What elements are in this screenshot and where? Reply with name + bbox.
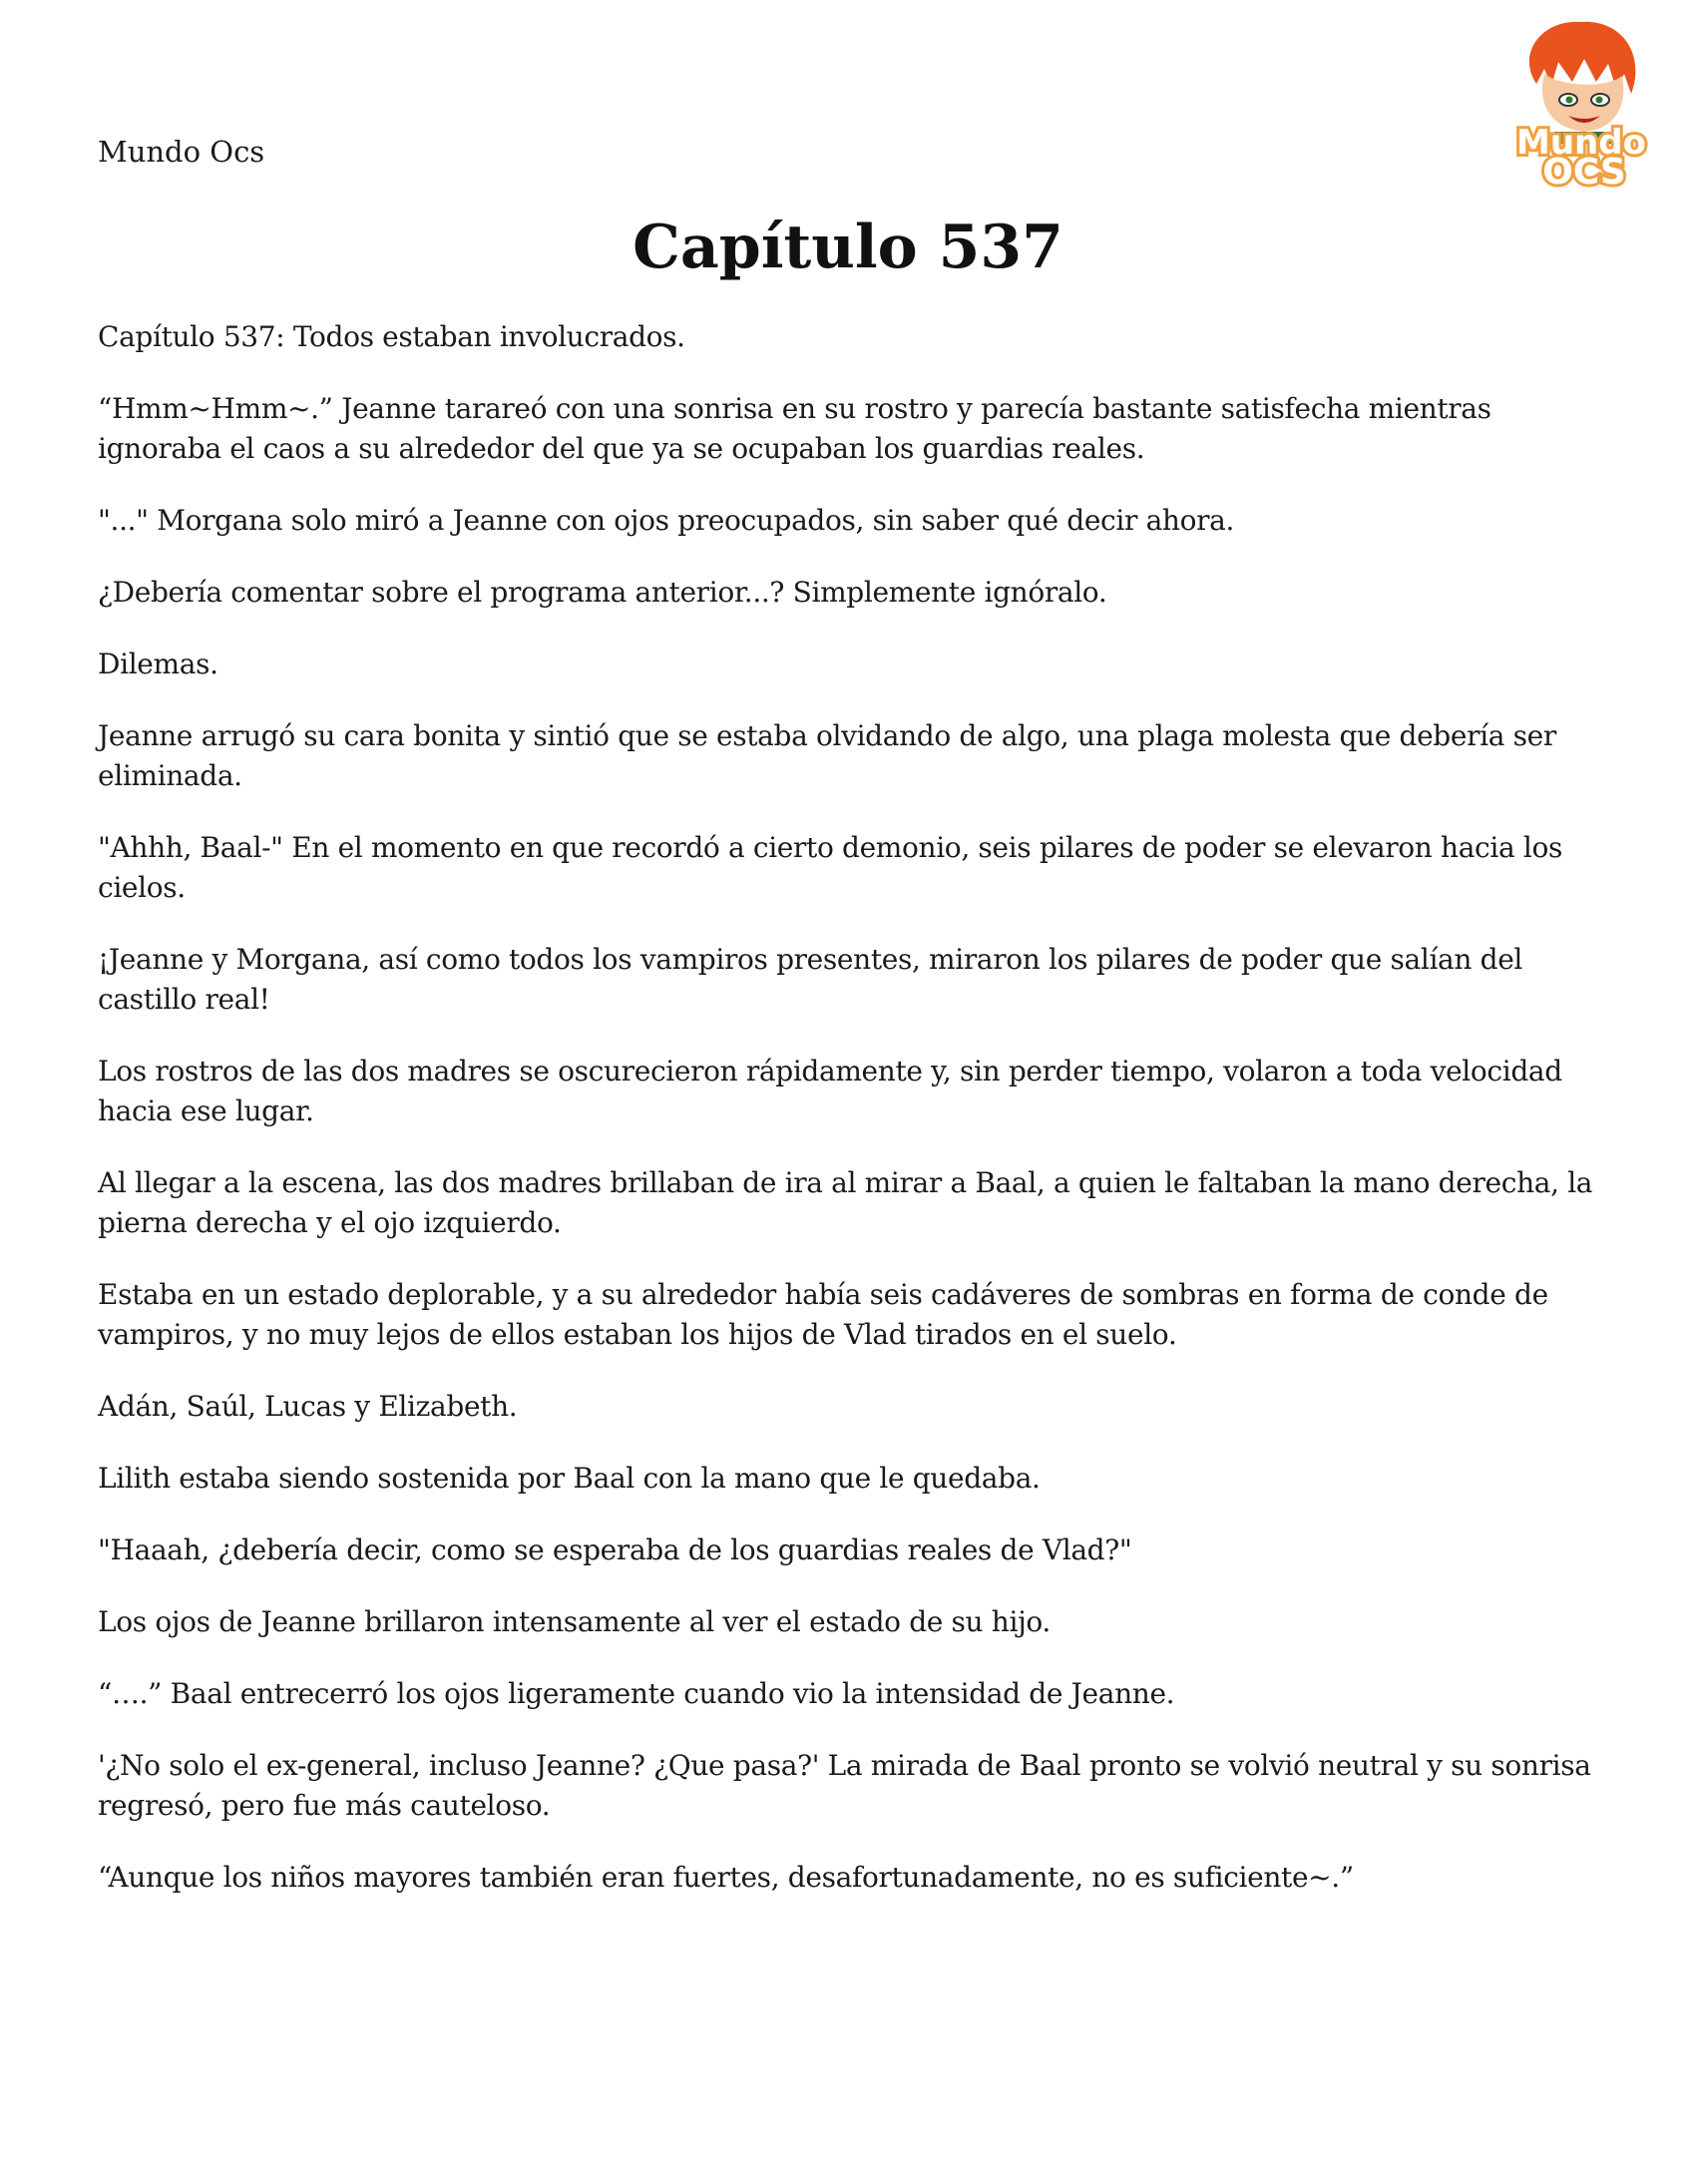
chapter-body [98,317,1614,1930]
paragraph: Estaba en un estado deplorable, y a su alrededor había seis cadáveres de sombras en forma de conde de vampiros, y no muy lejos de ellos estaban los hijos de Vlad tirados en el suelo. [98,1278,1548,1351]
paragraph: ¿Debería comentar sobre el programa anterior...? Simplemente ignóralo. [98,576,1107,609]
logo-text-bottom: OCS [1542,152,1626,189]
paragraph: Al llegar a la escena, las dos madres brillaban de ira al mirar a Baal, a quien le faltaban la mano derecha, la pierna derecha y el ojo izquierdo. [98,1166,1593,1239]
paragraph: "Haaah, ¿debería decir, como se esperaba de los guardias reales de Vlad?" [98,1533,1132,1566]
paragraph: Capítulo 537: Todos estaban involucrados. [98,320,685,353]
paragraph: Jeanne arrugó su cara bonita y sintió que se estaba olvidando de algo, una plaga molesta que debería ser eliminada. [98,719,1556,792]
paragraph: Dilemas. [98,648,218,680]
paragraph: "Ahhh, Baal-" En el momento en que recordó a cierto demonio, seis pilares de poder se elevaron hacia los cielos. [98,831,1562,904]
paragraph: “Aunque los niños mayores también eran fuertes, desafortunadamente, no es suficiente~.” [98,1861,1354,1894]
logo-text-top: Mundo [1516,123,1646,163]
paragraph: “Hmm~Hmm~.” Jeanne tarareó con una sonrisa en su rostro y parecía bastante satisfecha mientras ignoraba el caos a su alrededor del que ya se ocupaban los guardias reales. [98,392,1491,465]
paragraph: Adán, Saúl, Lucas y Elizabeth. [98,1390,518,1423]
paragraph: ¡Jeanne y Morgana, así como todos los vampiros presentes, miraron los pilares de poder que salían del castillo real! [98,943,1523,1016]
paragraph: '¿No solo el ex-general, incluso Jeanne? ¿Que pasa?' La mirada de Baal pronto se volvió neutral y su sonrisa regresó, pero fue más cauteloso. [98,1749,1591,1822]
paragraph: Los rostros de las dos madres se oscurecieron rápidamente y, sin perder tiempo, volaron a toda velocidad hacia ese lugar. [98,1055,1562,1127]
paragraph: "..." Morgana solo miró a Jeanne con ojos preocupados, sin saber qué decir ahora. [98,504,1235,537]
paragraph: Los ojos de Jeanne brillaron intensamente al ver el estado de su hijo. [98,1605,1051,1638]
chapter-title: Capítulo 537 [633,213,1063,282]
paragraph: “….” Baal entrecerró los ojos ligeramente cuando vio la intensidad de Jeanne. [98,1677,1175,1710]
mundo-ocs-logo [1496,14,1666,189]
paragraph: Lilith estaba siendo sostenida por Baal con la mano que le quedaba. [98,1462,1041,1495]
site-name: Mundo Ocs [98,135,265,169]
